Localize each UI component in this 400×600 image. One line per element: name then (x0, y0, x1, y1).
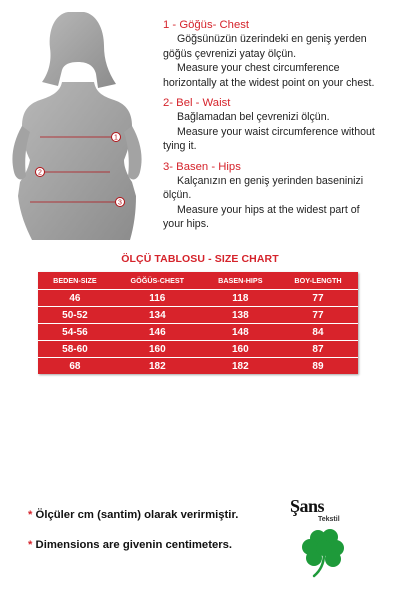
cell-chest: 182 (148, 360, 166, 372)
waist-en-line-2: tying it. (163, 140, 197, 152)
cell-length: 87 (278, 341, 358, 358)
table-row (38, 358, 358, 375)
cell-length: 89 (312, 360, 324, 372)
header-size: BEDEN-SIZE (38, 272, 112, 290)
chest-section (163, 18, 395, 90)
brand-subtitle: Tekstil (318, 516, 340, 523)
cell-hips: 118 (203, 290, 278, 307)
table-row (38, 324, 358, 341)
waist-section (163, 96, 395, 154)
table-row (38, 307, 358, 324)
measurement-instructions (163, 18, 395, 236)
cell-size: 46 (38, 290, 112, 307)
header-chest: GÖĞÜS-CHEST (112, 272, 203, 290)
chest-title: 1 - Göğüs- Chest (163, 19, 250, 31)
chest-en-line-2: horizontally at the widest point on your chest. (163, 76, 375, 89)
waist-tr-line-1: Bağlamadan bel çevrenizi ölçün. (177, 111, 330, 123)
clover-icon (302, 526, 348, 578)
svg-text:1: 1 (114, 134, 118, 142)
footnotes (28, 508, 288, 568)
cell-hips: 182 (232, 360, 249, 372)
cell-length: 77 (278, 290, 358, 307)
cell-size: 50-52 (38, 307, 112, 324)
table-row (38, 341, 358, 358)
cell-chest: 146 (112, 324, 203, 341)
note-english-text: Dimensions are givenin centimeters. (35, 539, 233, 551)
chest-tr-line-2: göğüs çevrenizi yatay ölçün. (163, 47, 297, 60)
note-star: * (28, 539, 33, 551)
cell-chest: 134 (112, 307, 203, 324)
chest-tr-line-1: Göğsünüzün üzerindeki en geniş yerden (177, 33, 367, 45)
brand-name: Şans (290, 496, 325, 516)
note-english (28, 538, 288, 552)
note-star: * (28, 509, 33, 521)
hips-tr-line-1: Kalçanızın en geniş yerinden baseninizi (177, 174, 364, 187)
body-silhouette (0, 0, 160, 240)
table-header-row (38, 272, 358, 290)
hips-tr-line-2: ölçün. (163, 189, 192, 201)
cell-size: 58-60 (38, 341, 112, 358)
brand-logo (288, 496, 360, 578)
hips-en-line-2: your hips. (163, 218, 209, 230)
cell-hips: 160 (203, 341, 278, 358)
cell-length: 77 (278, 307, 358, 324)
marker-3 (116, 198, 125, 207)
cell-hips: 138 (203, 307, 278, 324)
size-chart-table (38, 272, 358, 374)
marker-2 (36, 168, 45, 177)
marker-1 (112, 133, 121, 142)
note-turkish (28, 508, 288, 522)
cell-size: 54-56 (38, 324, 112, 341)
waist-en-line-1: Measure your waist circumference without (177, 125, 375, 138)
hips-title: 3- Basen - Hips (163, 160, 241, 173)
cell-size: 68 (69, 360, 81, 372)
header-hips: BASEN-HIPS (203, 272, 278, 290)
svg-text:3: 3 (118, 199, 122, 207)
svg-text:2: 2 (38, 169, 42, 177)
cell-chest: 160 (112, 341, 203, 358)
hips-section (163, 160, 395, 232)
header-length: BOY-LENGTH (278, 272, 358, 290)
size-chart-title: ÖLÇÜ TABLOSU - SIZE CHART (121, 253, 279, 265)
cell-chest: 116 (112, 290, 203, 307)
note-turkish-text: Ölçüler cm (santim) olarak verirmiştir. (35, 509, 239, 521)
waist-title: 2- Bel - Waist (163, 97, 231, 109)
cell-length: 84 (278, 324, 358, 341)
hips-en-line-1: Measure your hips at the widest part of (177, 203, 360, 216)
torso-shape (18, 82, 136, 240)
head-shape (42, 12, 116, 88)
cell-hips: 148 (203, 324, 278, 341)
table-row (38, 290, 358, 307)
chest-en-line-1: Measure your chest circumference (177, 62, 340, 74)
